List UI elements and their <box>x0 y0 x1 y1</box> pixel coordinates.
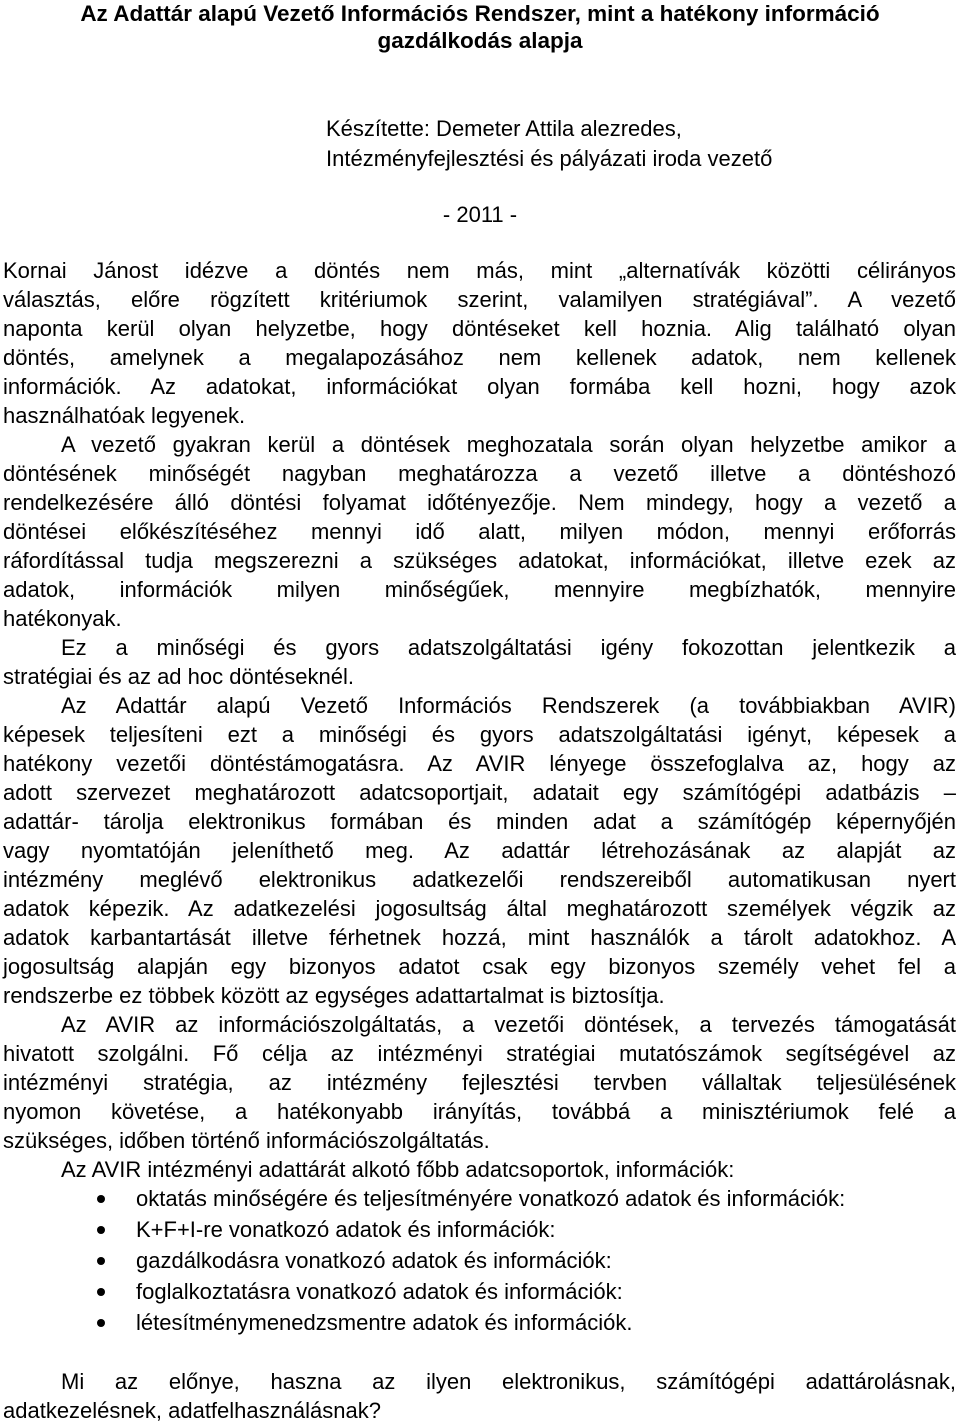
paragraph-line: információk. Az adatokat, információkat olyan formába kell hozni, hogy azok <box>3 374 956 399</box>
bullet-icon <box>97 1288 105 1296</box>
bullet-icon <box>97 1319 105 1327</box>
paragraph-line: hatékony vezetői döntéstámogatásra. Az AVIR lényege összefoglalva az, hogy az <box>3 751 956 776</box>
list-item <box>0 1246 900 1275</box>
paragraph-line: adott szervezet meghatározott adatcsoportjait, adatait egy számítógépi adatbázis – <box>3 780 956 805</box>
paragraph-line: rendszerbe ez többek között az egységes adattartalmat is biztosítja. <box>3 983 665 1008</box>
paragraph-line: A vezető gyakran kerül a döntések meghozatala során olyan helyzetbe amikor a <box>61 432 956 457</box>
bullet-icon <box>97 1226 105 1234</box>
paragraph-line: Az AVIR az információszolgáltatás, a vezetői döntések, a tervezés támogatását <box>61 1012 956 1037</box>
paragraph-line: adatok képezik. Az adatkezelési jogosultság által meghatározott személyek végzik az <box>3 896 956 921</box>
paragraph-line: döntései előkészítéséhez mennyi idő alatt, milyen módon, mennyi erőforrás <box>3 519 956 544</box>
list-item <box>0 1277 900 1306</box>
author-block <box>326 114 772 174</box>
list-item-text: foglalkoztatásra vonatkozó adatok és információk: <box>136 1279 623 1304</box>
author-line: Intézményfejlesztési és pályázati iroda vezető <box>326 146 773 171</box>
paragraph-line: adatok karbantartását illetve férhetnek hozzá, mint használók a tárolt adatokhoz. A <box>3 925 956 950</box>
paragraph-line: hatékonyak. <box>3 606 122 631</box>
list-item <box>0 1184 900 1213</box>
list-item-text: oktatás minőségére és teljesítményére vonatkozó adatok és információk: <box>136 1186 846 1211</box>
list-item <box>0 1308 900 1337</box>
paragraph-line: intézményi stratégia, az intézmény fejlesztési tervben vállaltak teljesülésének <box>3 1070 956 1095</box>
author-line: Készítette: Demeter Attila alezredes, <box>326 116 682 141</box>
bullet-icon <box>97 1257 105 1265</box>
paragraph-line: szükséges, időben történő információszolgáltatás. <box>3 1128 490 1153</box>
paragraph-line: rendelkezésére álló döntési folyamat időtényezője. Nem mindegy, hogy a vezető a <box>3 490 956 515</box>
list-item <box>0 1215 900 1244</box>
paragraph-line: Az AVIR intézményi adattárát alkotó főbb adatcsoportok, információk: <box>61 1157 735 1182</box>
title-line: Az Adattár alapú Vezető Információs Rendszer, mint a hatékony információ <box>80 1 880 26</box>
paragraph-line: vagy nyomtatóján jeleníthető meg. Az adattár létrehozásának az alapját az <box>3 838 956 863</box>
paragraph-line: hivatott szolgálni. Fő célja az intézményi stratégiai mutatószámok segítségével az <box>3 1041 956 1066</box>
paragraph-line: Mi az előnye, haszna az ilyen elektronikus, számítógépi adattárolásnak, <box>61 1369 956 1394</box>
list-item-text: gazdálkodásra vonatkozó adatok és információk: <box>136 1248 612 1273</box>
paragraph-line: stratégiai és az ad hoc döntéseknél. <box>3 664 355 689</box>
bullet-icon <box>97 1195 105 1203</box>
paragraph-line: Az Adattár alapú Vezető Információs Rendszerek (a továbbiakban AVIR) <box>61 693 956 718</box>
paragraph-line: adatkezelésnek, adatfelhasználásnak? <box>3 1398 381 1423</box>
paragraph-line: adattár- tárolja elektronikus formában és minden adat a számítógép képernyőjén <box>3 809 956 834</box>
paragraph-line: döntés, amelynek a megalapozásához nem kellenek adatok, nem kellenek <box>3 345 956 370</box>
paragraph-line: döntésének minőségét nagyban meghatározza a vezető illetve a döntéshozó <box>3 461 956 486</box>
paragraph-line: választás, előre rögzített kritériumok szerint, valamilyen stratégiával”. A vezető <box>3 287 956 312</box>
list-item-text: K+F+I-re vonatkozó adatok és információk: <box>136 1217 556 1242</box>
title-line: gazdálkodás alapja <box>377 28 583 53</box>
paragraph-line: ráfordítással tudja megszerezni a szükséges adatokat, információkat, illetve ezek az <box>3 548 956 573</box>
paragraph-line: Kornai Jánost idézve a döntés nem más, mint „alternatívák közötti célirányos <box>3 258 956 283</box>
paragraph-line: adatok, információk milyen minőségűek, mennyire megbízhatók, mennyire <box>3 577 956 602</box>
paragraph-line: nyomon követése, a hatékonyabb irányítás, továbbá a minisztériumok felé a <box>3 1099 956 1124</box>
paragraph-line: Ez a minőségi és gyors adatszolgáltatási igény fokozottan jelentkezik a <box>61 635 956 660</box>
document-title <box>0 0 960 54</box>
paragraph-line: naponta kerül olyan helyzetbe, hogy döntéseket kell hoznia. Alig található olyan <box>3 316 956 341</box>
paragraph-line: intézmény meglévő elektronikus adatkezelői rendszereiből automatikusan nyert <box>3 867 956 892</box>
paragraph-line: jogosultság alapján egy bizonyos adatot csak egy bizonyos személy vehet fel a <box>3 954 956 979</box>
year-line: - 2011 - <box>442 202 518 227</box>
paragraph-line: használhatóak legyenek. <box>3 403 246 428</box>
list-item-text: létesítménymenedzsmentre adatok és információk. <box>136 1310 633 1335</box>
paragraph-line: képesek teljesíteni ezt a minőségi és gyors adatszolgáltatási igényt, képesek a <box>3 722 956 747</box>
